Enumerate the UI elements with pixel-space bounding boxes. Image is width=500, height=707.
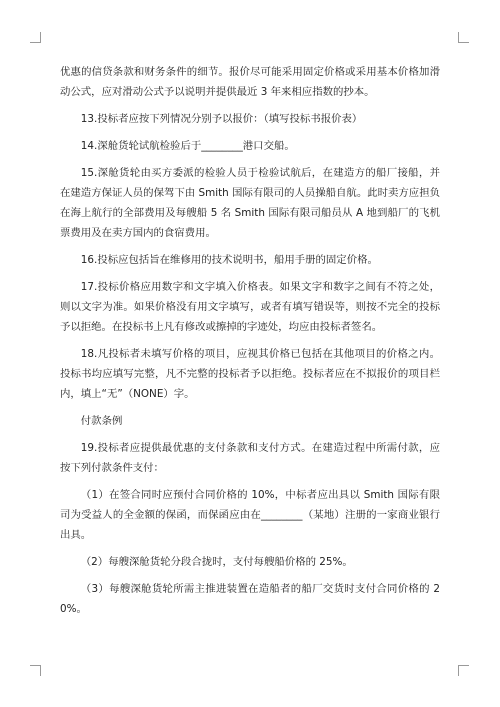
paragraph-15: 15.深舱货轮由买方委派的检验人员于检验试航后，在建造方的船厂接船，并在建造方保证人员的保驾下由 Smith 国际有限司的人员操船自航。此时卖方应担负在海上航行的全部费用及每艘船 5 名 Smith 国际有限司船员从 A 地到船厂的飞机票费用及在卖方国内的食宿费用。: [60, 167, 440, 239]
document-page: [60, 62, 440, 626]
crop-mark-bottom-left: [30, 665, 41, 676]
section-heading-payment-terms: 付款条例: [80, 415, 123, 427]
paragraph-13: 13.投标者应按下列情况分别予以报价：（填写投标书报价表）: [80, 113, 363, 125]
crop-mark-bottom-right: [458, 665, 469, 676]
paragraph-18: 18.凡投标者未填写价格的项目，应视其价格已包括在其他项目的价格之内。投标书均应填写完整，凡不完整的投标者予以拒绝。投标者应在不拟报价的项目栏内，填上“无”（NONE）字。: [60, 348, 440, 400]
paragraph-17: 17.投标价格应用数字和文字填入价格表。如果文字和数字之间有不符之处，则以文字为准。如果价格没有用文字填写，或者有填写错误等，则按不完全的投标予以拒绝。在投标书上凡有修改或擦掉的字迹处，均应由投标者签名。: [60, 281, 440, 333]
crop-mark-top-left: [30, 32, 41, 43]
paragraph-16: 16.投标应包括旨在维修用的技术说明书，船用手册的固定价格。: [80, 254, 378, 266]
paragraph-19-item-3: （3）每艘深舱货轮所需主推进装置在造船者的船厂交货时支付合同价格的 20%。: [60, 583, 440, 615]
paragraph-14: 14.深舱货轮试航检验后于________港口交船。: [80, 140, 295, 152]
paragraph-19: 19.投标者应提供最优惠的支付条款和支付方式。在建造过程中所需付款，应按下列付款条件支付：: [60, 442, 440, 474]
paragraph-pricing-details: 优惠的信贷条款和财务条件的细节。报价尽可能采用固定价格或采用基本价格加滑动公式，应对滑动公式予以说明并提供最近 3 年来相应指数的抄本。: [60, 66, 440, 98]
crop-mark-top-right: [458, 32, 469, 43]
paragraph-19-item-2: （2）每艘深舱货轮分段合拢时，支付每艘船价格的 25%。: [80, 556, 353, 568]
paragraph-19-item-1: （1）在签合同时应预付合同价格的 10%，中标者应出具以 Smith 国际有限司为受益人的全金额的保函，而保函应由在________（某地）注册的一家商业银行出具。: [60, 489, 440, 541]
